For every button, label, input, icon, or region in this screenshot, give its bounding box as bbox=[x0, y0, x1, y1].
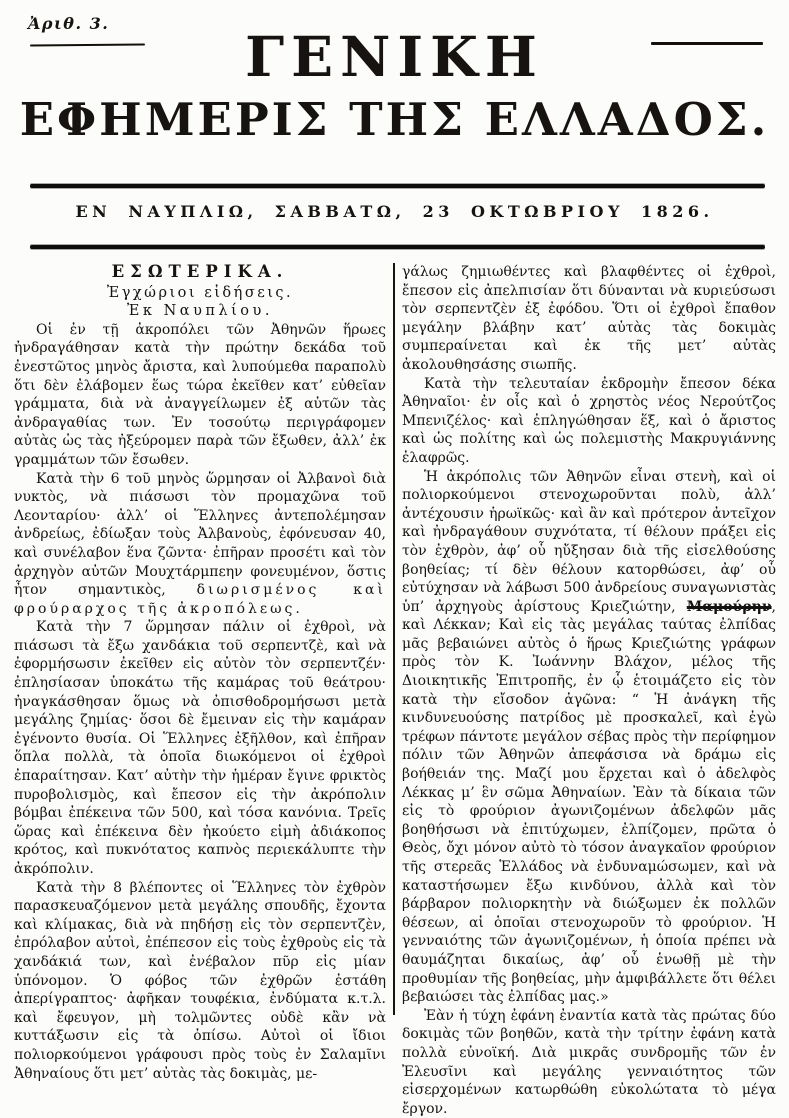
paragraph bbox=[402, 468, 776, 1007]
paragraph: Κατὰ τὴν τελευταίαν ἐκδρομὴν ἔπεσον δέκα Ἀθηναῖοι· ἐν οἷς καὶ ὁ χρηστὸς νέος Νερούτζος Μπενιζέλος· καὶ ἐπληγώθησαν ἕξ, καὶ ὁ ἄριστος καὶ ὡς πολίτης καὶ ὡς πολεμιστὴς Μακρυγιάννης ἐλαφρῶς. bbox=[402, 375, 776, 466]
left-column bbox=[14, 262, 387, 1082]
section-subheading-from-nafplio: Ἐκ Ναυπλίου. bbox=[127, 303, 273, 320]
paragraph-continuation: γάλως ζημιωθέντες καὶ βλαφθέντες οἱ ἐχθροὶ, ἔπεσον εἰς ἀπελπισίαν ὅτι δύνανται νὰ κυριεύσωσι τὸν σερπεντζὲν ἐξ ἐφόδου. Ὅτι οἱ ἐχθροὶ ἔπαθον μεγάλην βλάβην κατ’ αὐτὰς τὰς δοκιμὰς συμπεραίνεται καὶ ἐκ τῆς μετ’ αὐτὰς ἀκολουθησάσης σιωπῆς. bbox=[402, 264, 776, 373]
section-subheading-local-news: Ἐγχώριοι εἰδήσεις. bbox=[106, 284, 294, 301]
paragraph: Ἐὰν ἡ τύχη ἐφάνη ἐναντία κατὰ τὰς πρώτας δύο δοκιμὰς τῶν βοηθῶν, κατὰ τὴν τρίτην ἐφάνη κατὰ πολλὰ εὐνοϊκή. Διὰ μικρᾶς συνδρομῆς τῶν ἐν Ἐλευσῖνι καὶ μεγάλης γενναιότητος τῶν εἰσερχομένων κατωρθώθη εὐκολώτατα τὸ μέγα ἔργον. bbox=[402, 1007, 776, 1117]
censored-struck-name: Μαμούρην bbox=[686, 598, 772, 615]
paragraph-text: Ἡ ἀκρόπολις τῶν Ἀθηνῶν εἶναι στενὴ, καὶ οἱ πολιορκούμενοι στενοχωροῦνται πολὺ, ἀλλ’ ἀντέχουσιν ἡρωϊκῶς· καὶ ἂν καὶ πρότερον ἀντεῖχον καὶ ἠνδραγάθουν συχνότατα, τί θέλουν πράξει εἰς τὸν ἐχθρὸν, ἀφ’ οὗ ηὔξησαν διὰ τῆς εἰσελθούσης βοηθείας; τί δὲν θέλουν κατορθώσει, ἀφ’ οὗ εὐτύχησαν νὰ λάβωσι 500 ἀνδρείους συναγωνιστὰς ὑπ’ ἀρχηγοὺς ἀρίστους Κριεζιώτην, bbox=[402, 468, 776, 615]
paragraph-text: , καὶ Λέκκαν; Καὶ εἰς τὰς μεγάλας ταύτας ἐλπίδας μᾶς βεβαιώνει αὐτὸς ὁ ἥρως Κριεζιώτης γράφων πρὸς τὸν Κ. Ἰωάννην Βλάχον, μέλος τῆς Διοικητικῆς Ἐπιτροπῆς, ἐν ᾧ ἑτοιμάζετο εἰς τὸν κατὰ τὴν εἴσοδον ἀγῶνα: “ Ἡ ἀνάγκη τῆς κινδυνευούσης πατρίδος μὲ προσκαλεῖ, καὶ ἐγὼ τρέφων πάντοτε μεγάλον σέβας πρὸς τὴν περίφημον πόλιν τῶν Ἀθηνῶν ἀπεφάσισα νὰ δράμω εἰς βοήθειάν της. Μαζί μου ἔρχεται καὶ ὁ ἀδελφὸς Λέκκας μ’ ἓν σῶμα Ἀθηναίων. Ἐὰν τὰ δίκαια τῶν εἰς τὸ φρούριον ἀγωνιζομένων ἀδελφῶν μᾶς βοηθήσωσι νὰ ἐπιτύχωμεν, ἐλπίζομεν, πρῶτα ὁ Θεὸς, ὄχι μόνον αὐτὸ τὸ τόσον ἀναγκαῖον φρούριον τῆς στερεᾶς Ἑλλάδος νὰ ἐνδυναμώσωμεν, καὶ νὰ καταστήσωμεν ἔξω κινδύνου, ἀλλὰ καὶ τὸν βάρβαρον πολιορκητὴν νὰ διώξωμεν ἐκ πολλῶν θέσεων, αἱ ὁποῖαι στενοχωροῦν τὸ φρούριον. Ἡ γενναιότης τῶν ἀγωνιζομένων, ἡ ὁποία πρέπει νὰ θαυμάζηται δικαίως, ἀφ’ οὗ ἑνωθῇ μὲ τὴν προθυμίαν τῆς βοηθείας, μὴν ἀμφιβάλλετε ὅτι θέλει βεβαιώσει τὰς ἐλπίδας μας.» bbox=[402, 598, 776, 1006]
article-body bbox=[14, 262, 776, 1117]
masthead bbox=[0, 0, 789, 146]
paragraph: Οἱ ἐν τῇ ἀκροπόλει τῶν Ἀθηνῶν ἥρωες ἠνδραγάθησαν κατὰ τὴν πρώτην δεκάδα τοῦ ἐνεστῶτος μηνὸς ἄριστα, καὶ λυπούμεθα παραπολὺ ὅτι δὲν ἐλάβομεν ἕως τώρα ἐκεῖθεν κατ’ εὐθεῖαν γράμματα, διὰ νὰ ἀναγγείλωμεν ἐξ αὐτῶν τὰς ἀνδραγαθίας των. Ἐν τοσούτῳ περιγράφομεν αὐτὰς ὡς τὰς ἠξεύρομεν παρὰ τῶν ἔξωθεν, ἀλλ’ ἐκ γραμμάτων τῶν ἔσωθεν. bbox=[14, 321, 386, 468]
right-column bbox=[402, 263, 776, 1117]
header-rule-bottom bbox=[30, 245, 765, 249]
paragraph: Κατὰ τὴν 7 ὥρμησαν πάλιν οἱ ἐχθροὶ, νὰ πιάσωσι τὰ ἔξω χανδάκια τοῦ σερπεντζὲ, καὶ νὰ ἐφορμήσωσιν ἐκεῖθεν εἰς αὐτὸν τὸν σερπεντζέν· ἐπλησίασαν ὑποκάτω τῆς καμάρας τοῦ θεάτρου· ἠναγκάσθησαν ὅμως νὰ ὀπισθοδρομήσωσι μετὰ μεγάλης ζημίας· ὅσοι δὲ ἔμειναν εἰς τὴν καμάραν ἐγένοντο θυσία. Οἱ Ἕλληνες ἐξῆλθον, καὶ ἐπῆραν ὅπλα πολλὰ, τὰ ὁποῖα διωκόμενοι οἱ ἐχθροὶ ἐπαραίτησαν. Κατ’ αὐτὴν τὴν ἡμέραν ἔγινε φρικτὸς πυροβολισμὸς, καὶ ἔπεσον εἰς τὴν ἀκρόπολιν βόμβαι ἐπέκεινα τῶν 500, καὶ τόσα κανόνια. Τρεῖς ὥρας καὶ ἐπέκεινα δὲν ἠκούετο εἰμὴ ἀδιάκοπος κρότος, καὶ πυκνότατος καπνὸς περιεκάλυπτε τὴν ἀκρόπολιν. bbox=[14, 619, 386, 877]
paragraph: Κατὰ τὴν 8 βλέποντες οἱ Ἕλληνες τὸν ἐχθρὸν παρασκευαζόμενον μετὰ μεγάλης σπουδῆς, ἔχοντα καὶ κλίμακας, διὰ νὰ πηδήσῃ εἰς τὸν σερπεντζὲν, ἐπρόλαβον αὐτοὶ, ἐπέπεσον εἰς τοὺς ἐχθροὺς εἰς τὰ χανδάκιά των, καὶ ἐνέβαλον πῦρ εἰς μίαν ὑπόνομον. Ὁ φόβος τῶν ἐχθρῶν ἐστάθη ἀπερίγραπτος· ἀφῆκαν τουφέκια, ἐνδύματα κ.τ.λ. καὶ ἔφευγον, μὴ τολμῶντες οὐδὲ κἂν νὰ κυττάξωσιν εἰς τὰ ὀπίσω. Αὐτοὶ οἱ ἴδιοι πολιορκούμενοι γράφουσι πρὸς τοὺς ἐν Σαλαμῖνι Ἀθηναίους ὅτι μετ’ αὐτὰς τὰς δοκιμὰς, με- bbox=[14, 879, 386, 1082]
newspaper-title-line1: ΓΕΝΙΚΗ bbox=[245, 24, 544, 89]
paragraph-text: Κατὰ τὴν 6 τοῦ μηνὸς ὥρμησαν οἱ Ἀλβανοὶ διὰ νυκτὸς, νὰ πιάσωσι τὸν προμαχῶνα τοῦ Λεονταρίου· ἀλλ’ οἱ Ἕλληνες ἀντεπολέμησαν ἀνδρείως, ἐδίωξαν τοὺς Ἀλβανοὺς, ἐφόνευσαν 40, καὶ συνέλαβον ἕνα ζῶντα· ἐπῆραν προσέτι καὶ τὸν ἀρχηγὸν αὐτῶν Μουχτάρμπεην φονευμένον, ὅστις ἦτον σημαντικὸς, bbox=[14, 470, 386, 599]
emphasized-spaced-text: διωρισμένος καὶ φρούραρχος τῆς ἀκροπόλεως. bbox=[14, 582, 387, 617]
dateline: ΕΝ ΝΑΥΠΛΙΩ, ΣΑΒΒΑΤΩ, 23 ΟΚΤΩΒΡΙΟΥ 1826. bbox=[75, 202, 714, 221]
column-divider-rule bbox=[393, 263, 395, 1015]
paragraph bbox=[14, 470, 386, 619]
header-rule-top bbox=[30, 184, 765, 188]
section-heading: ΕΣΩΤΕΡΙΚΑ. bbox=[111, 262, 289, 281]
issue-number: Ἀριθ. 3. bbox=[28, 14, 110, 33]
newspaper-title-line2: ΕΦΗΜΕΡΙΣ ΤΗΣ ΕΛΛΑΔΟΣ. bbox=[19, 92, 770, 146]
